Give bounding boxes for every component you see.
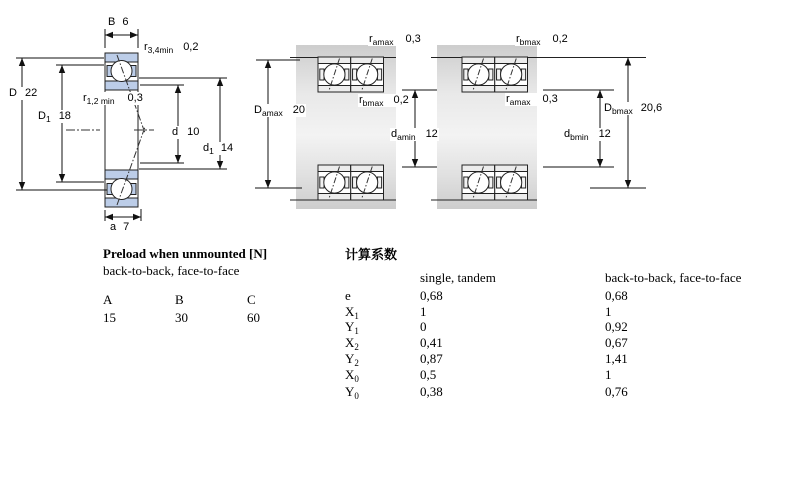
preload-value-row (103, 310, 333, 325)
factors-row-X2: $X_2$ 0,41 0,67 (345, 335, 628, 352)
factors-row-e: e 0,68 0,68 (345, 288, 628, 303)
dim-label-ramax-mid: $r_{amax}$ 0,3 (506, 93, 558, 107)
dim-label-d1: $d_1$ 14 (203, 142, 234, 156)
preload-subtitle: back-to-back, face-to-face (103, 263, 240, 278)
factors-row-Y1: $Y_1$ 0 0,92 (345, 319, 628, 336)
dim-label-ramax-top: $r_{amax}$ 0,3 (369, 33, 421, 47)
dim-label-r34min: $r_{3,4min}$ 0,2 (144, 41, 199, 55)
factors-row-Y2: $Y_2$ 0,87 1,41 (345, 351, 628, 368)
factors-row-X0: $X_0$ 0,5 1 (345, 367, 612, 384)
dim-label-D: D 22 (9, 87, 38, 99)
preload-title: Preload when unmounted [N] (103, 246, 268, 261)
dim-label-damin: $d_{amin}$ 12 (391, 128, 438, 142)
dim-label-rbmax-top: $r_{bmax}$ 0,2 (516, 33, 568, 47)
pair-right-dimensions (543, 58, 646, 189)
dim-label-d: d 10 (172, 126, 200, 138)
factors-row-Y0: $Y_0$ 0,38 0,76 (345, 384, 628, 401)
preload-col-B: B (175, 292, 184, 307)
dim-label-dbmin: $d_{bmin}$ 12 (564, 128, 611, 142)
dim-label-Damax: $D_{amax}$ 20 (254, 104, 305, 118)
preload-col-A: A (103, 292, 113, 307)
preload-col-C: C (247, 292, 256, 307)
preload-table (103, 246, 333, 336)
dim-label-Dbmax: $D_{bmax}$ 20,6 (604, 102, 663, 116)
dim-label-a: a 7 (110, 221, 130, 233)
preload-header-row (103, 292, 333, 307)
factors-row-X1: $X_1$ 1 1 (345, 304, 612, 321)
preload-value-C: 60 (247, 310, 260, 325)
dim-label-rbmax-mid: $r_{bmax}$ 0,2 (359, 94, 409, 108)
factors-col1-header: single, tandem (420, 270, 496, 285)
factors-title: 计算系数 (345, 247, 398, 262)
calculation-factors-table (345, 244, 765, 414)
pair-left-figure (290, 45, 396, 209)
dim-label-D1: $D_1$ 18 (38, 110, 71, 124)
dim-label-r12min: $r_{1,2 min}$ 0,3 (83, 92, 143, 106)
factors-col2-header: back-to-back, face-to-face (605, 270, 742, 285)
single-bearing-figure (66, 53, 154, 207)
dim-label-B: B 6 (108, 16, 129, 28)
preload-value-A: 15 (103, 310, 116, 325)
preload-value-B: 30 (175, 310, 188, 325)
pair-right-figure (431, 45, 646, 209)
